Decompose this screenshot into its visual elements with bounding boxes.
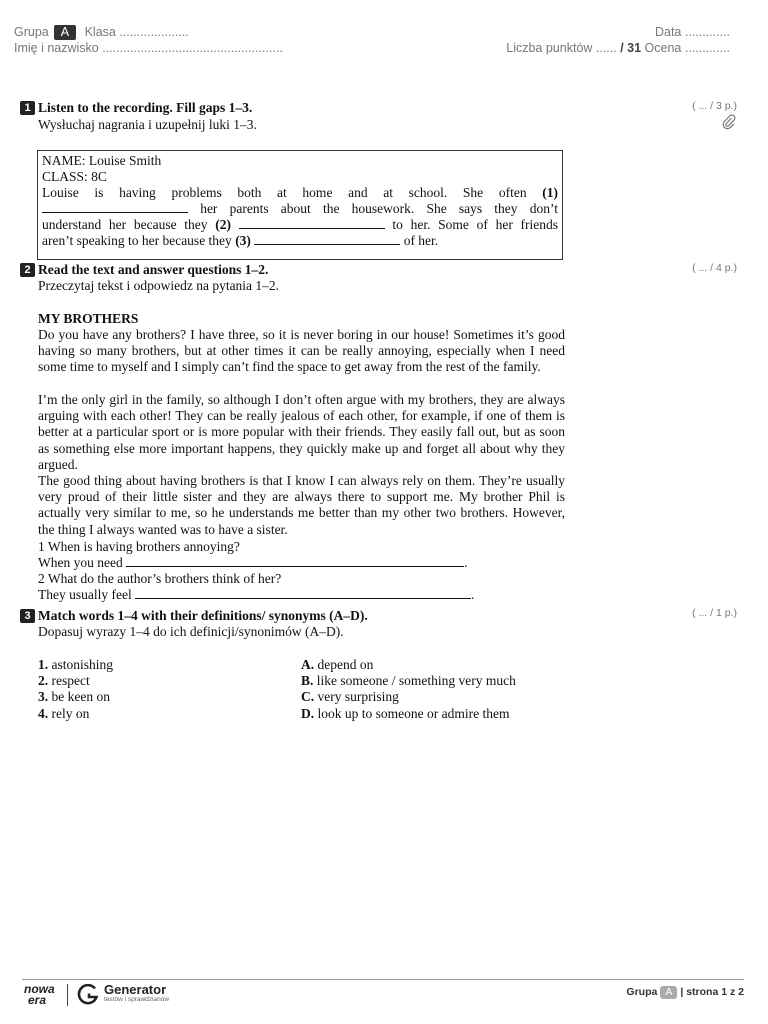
generator-brand: Generator [104, 982, 167, 997]
task-2-points: ( ... / 4 p.) [692, 262, 737, 274]
footer-group-badge: A [660, 986, 677, 999]
gap-3-blank[interactable] [254, 233, 400, 245]
name-field[interactable]: Imię i nazwisko .................................................... [14, 41, 283, 55]
reading-paragraph-2: I’m the only girl in the family, so although I don’t often argue with my brothers, they are always arguing with each other! They can be really jealous of each other, for example, if one of them is better at a particular sport or is more popular with their friends. They easily fall out, but as soon as something else more important happens, they quickly make up and forget all about why they argued. [38, 392, 565, 472]
definition-item: C. very surprising [301, 689, 399, 705]
paperclip-icon[interactable] [722, 114, 736, 130]
points-field[interactable]: Liczba punktów ...... [506, 41, 617, 55]
box-name-line: NAME: Louise Smith [42, 153, 162, 168]
grade-field[interactable]: Ocena ............. [644, 41, 730, 55]
generator-logo-icon [76, 982, 100, 1006]
gap-1-blank[interactable] [42, 201, 188, 213]
page-number: | strona 1 z 2 [680, 986, 744, 998]
gap-1-label: (1) [542, 185, 558, 200]
word-item: 2. respect [38, 673, 90, 689]
reading-paragraph-1: Do you have any brothers? I have three, so it is never boring in our house! Sometimes it’s good having so many brothers, but at other times it can be really annoying, especially when I need some time to myself and I simply can’t find the space to get away from the rest of the family. [38, 327, 565, 375]
footer-group-label: Grupa [626, 986, 658, 998]
box-line-4: her parents about the housework. She says they don’t [42, 201, 558, 217]
task-number-badge: 2 [20, 263, 35, 277]
task-number-badge: 3 [20, 609, 35, 623]
group-label: Grupa [14, 25, 49, 39]
task-1-text-box [37, 150, 563, 260]
answer-2-line: They usually feel . [38, 587, 475, 602]
task-number-badge: 1 [20, 101, 35, 115]
definition-item: A. depend on [301, 657, 374, 672]
box-line-6: aren’t speaking to her because they (3) of her. [42, 233, 439, 248]
question-1: 1 When is having brothers annoying? [38, 539, 240, 554]
answer-1-blank[interactable] [126, 555, 464, 567]
answer-1-line: When you need . [38, 555, 468, 570]
date-field[interactable]: Data ............. [654, 25, 730, 39]
question-2: 2 What do the author’s brothers think of her? [38, 571, 282, 586]
task-3-title: Match words 1–4 with their definitions/ synonyms (A–D). [38, 608, 368, 623]
word-list [38, 657, 113, 722]
word-item: 4. rely on [38, 705, 90, 721]
nowa-era-logo: nowa era [24, 982, 55, 1007]
group-badge: A [54, 25, 76, 40]
task-1-points: ( ... / 3 p.) [692, 100, 737, 112]
task-2-subtitle: Przeczytaj tekst i odpowiedz na pytania 1–2. [38, 278, 280, 293]
box-line-3: Louise is having problems both at home and at school. She often (1) [42, 185, 558, 200]
task-1-title: Listen to the recording. Fill gaps 1–3. [38, 100, 253, 115]
generator-brand-subtitle: testów i sprawdzianów [104, 996, 170, 1003]
definition-item: D. look up to someone or admire them [301, 705, 510, 721]
logo-separator [67, 984, 68, 1006]
task-3-subtitle: Dopasuj wyrazy 1–4 do ich definicji/synonimów (A–D). [38, 624, 344, 639]
answer-2-blank[interactable] [135, 587, 471, 599]
word-item: 3. be keen on [38, 689, 110, 705]
footer-page-info [626, 986, 744, 999]
definition-item: B. like someone / something very much [301, 673, 516, 689]
gap-2-blank[interactable] [239, 217, 385, 229]
gap-2-label: (2) [215, 217, 231, 232]
word-item: 1. astonishing [38, 657, 114, 672]
score-row [506, 41, 730, 55]
reading-paragraph-3: The good thing about having brothers is that I know I can always rely on them. They’re usually very proud of their little sister and they are always there to support me. My brother Phil is actually very similar to me, so he understands me better than my other two brothers. However, the thing I always wanted was to have a sister. [38, 473, 565, 537]
footer-divider [22, 979, 744, 980]
definition-list [301, 657, 516, 722]
task-3-points: ( ... / 1 p.) [692, 607, 737, 619]
class-field[interactable]: Klasa .................... [84, 25, 189, 39]
task-2-title: Read the text and answer questions 1–2. [38, 262, 269, 277]
task-1-subtitle: Wysłuchaj nagrania i uzupełnij luki 1–3. [38, 117, 257, 132]
points-total: 31 [627, 41, 642, 55]
points-separator: / [616, 41, 628, 55]
box-line-5: understand her because they (2) to her. Some of her friends [42, 217, 559, 232]
box-class-line: CLASS: 8C [42, 169, 107, 184]
reading-title: MY BROTHERS [38, 311, 139, 326]
header-group-row [14, 25, 189, 40]
gap-3-label: (3) [235, 233, 251, 248]
